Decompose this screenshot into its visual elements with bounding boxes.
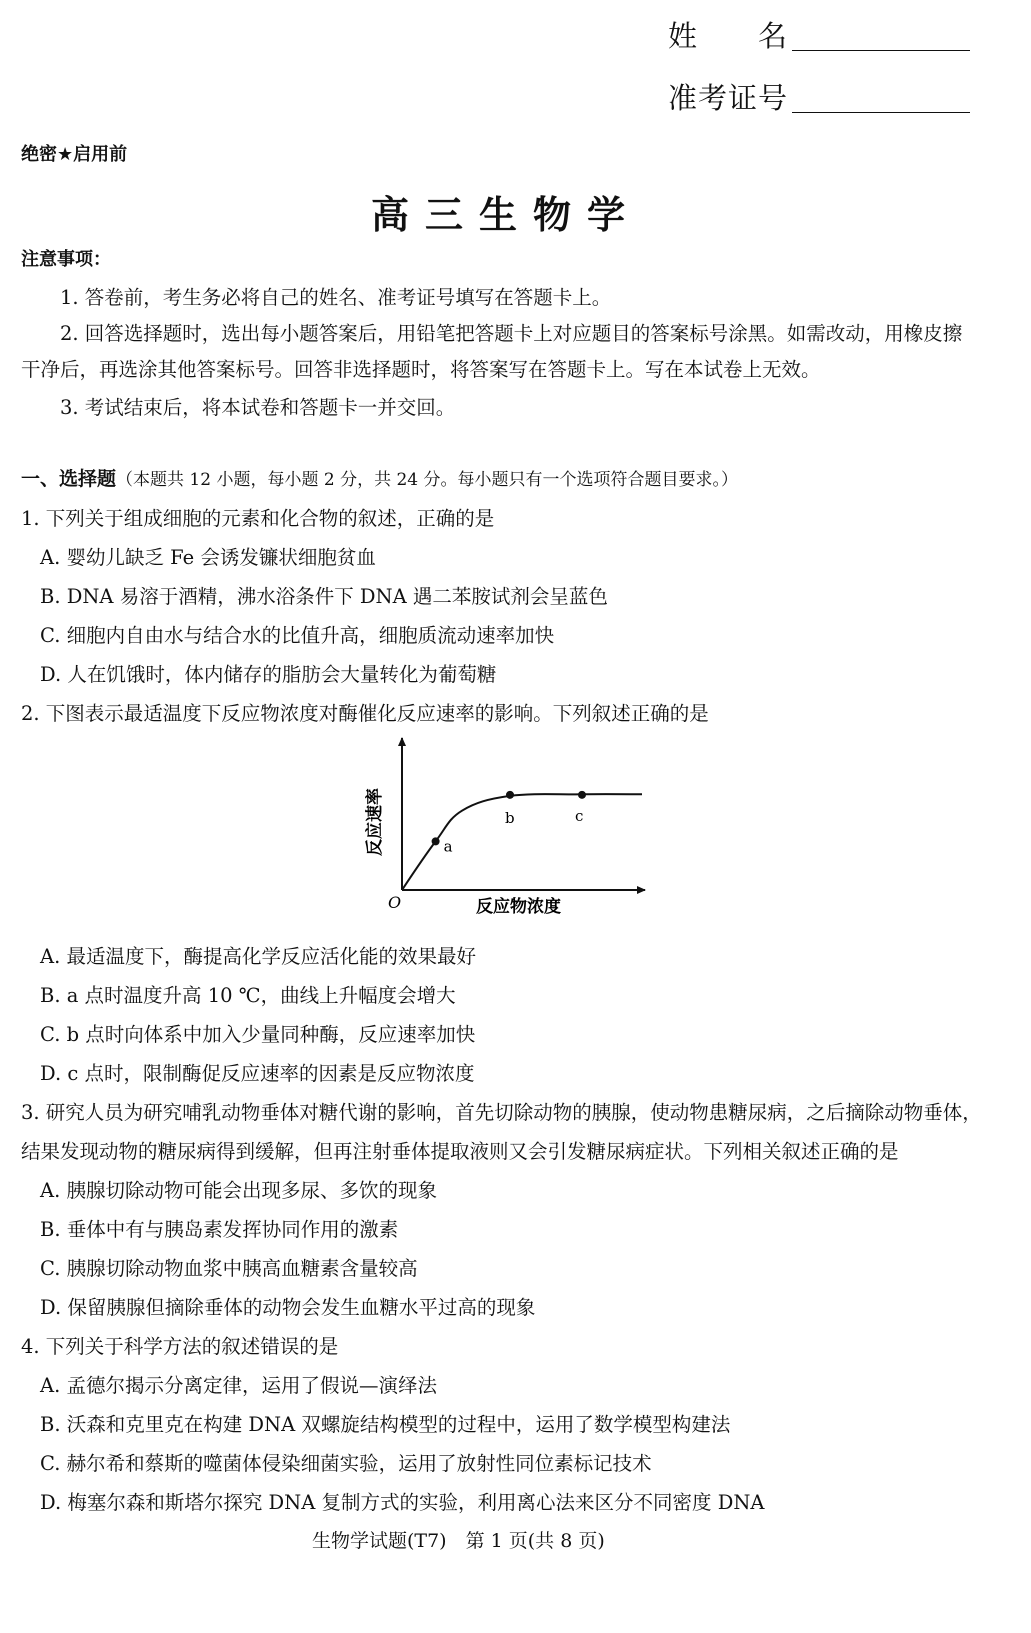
q1-option-d: D. 人在饥饿时，体内储存的脂肪会大量转化为葡萄糖 bbox=[40, 663, 497, 686]
point-label-b: b bbox=[505, 808, 515, 827]
name-blank bbox=[792, 50, 970, 51]
page-footer: 生物学试题(T7) 第 1 页(共 8 页) bbox=[312, 1530, 605, 1552]
y-axis-label: 反应速率 bbox=[365, 788, 385, 856]
q2-option-b: B. a 点时温度升高 10 ℃，曲线上升幅度会增大 bbox=[40, 984, 456, 1007]
q2-option-c: C. b 点时向体系中加入少量同种酶，反应速率加快 bbox=[40, 1023, 476, 1046]
notice-item-3: 3. 考试结束后，将本试卷和答题卡一并交回。 bbox=[60, 396, 456, 419]
notice-item-2-line-1: 2. 回答选择题时，选出每小题答案后，用铅笔把答题卡上对应题目的答案标号涂黑。如需改动，用橡皮擦 bbox=[60, 322, 963, 345]
q2-stem: 2. 下图表示最适温度下反应物浓度对酶催化反应速率的影响。下列叙述正确的是 bbox=[21, 702, 709, 725]
q3-stem-line-2: 结果发现动物的糖尿病得到缓解，但再注射垂体提取液则又会引发糖尿病症状。下列相关叙述正确的是 bbox=[21, 1140, 899, 1163]
q1-stem: 1. 下列关于组成细胞的元素和化合物的叙述，正确的是 bbox=[21, 507, 495, 530]
x-axis-label: 反应物浓度 bbox=[476, 897, 561, 917]
q3-option-c: C. 胰腺切除动物血浆中胰高血糖素含量较高 bbox=[40, 1257, 418, 1280]
name-label: 姓 名 bbox=[668, 19, 789, 53]
q3-option-d: D. 保留胰腺但摘除垂体的动物会发生血糖水平过高的现象 bbox=[40, 1296, 536, 1319]
secret-label: 绝密★启用前 bbox=[21, 144, 128, 165]
notice-heading: 注意事项： bbox=[21, 249, 111, 270]
q3-option-a: A. 胰腺切除动物可能会出现多尿、多饮的现象 bbox=[40, 1179, 437, 1202]
section-heading-title: 一、选择题 bbox=[21, 468, 117, 490]
origin-label: O bbox=[388, 893, 402, 912]
section-heading-desc: （本题共 12 小题，每小题 2 分，共 24 分。每小题只有一个选项符合题目要求。） bbox=[116, 470, 739, 490]
q3-stem-line-1: 3. 研究人员为研究哺乳动物垂体对糖代谢的影响，首先切除动物的胰腺，使动物患糖尿病，之后摘除动物垂体， bbox=[21, 1101, 982, 1124]
point-a bbox=[432, 837, 440, 845]
point-label-a: a bbox=[443, 837, 453, 856]
q4-option-b: B. 沃森和克里克在构建 DNA 双螺旋结构模型的过程中，运用了数学模型构建法 bbox=[40, 1413, 731, 1436]
exam-id-blank bbox=[792, 112, 970, 113]
section-heading bbox=[21, 464, 738, 491]
notice-item-1: 1. 答卷前，考生务必将自己的姓名、准考证号填写在答题卡上。 bbox=[60, 286, 612, 309]
point-label-c: c bbox=[575, 806, 584, 825]
q1-option-b: B. DNA 易溶于酒精，沸水浴条件下 DNA 遇二苯胺试剂会呈蓝色 bbox=[40, 585, 608, 608]
notice-item-2-line-2: 干净后，再选涂其他答案标号。回答非选择题时，将答案写在答题卡上。写在本试卷上无效。 bbox=[21, 358, 821, 381]
q4-stem: 4. 下列关于科学方法的叙述错误的是 bbox=[21, 1335, 339, 1358]
q1-option-c: C. 细胞内自由水与结合水的比值升高，细胞质流动速率加快 bbox=[40, 624, 555, 647]
point-c bbox=[578, 791, 586, 799]
exam-id-label: 准考证号 bbox=[668, 81, 789, 115]
q2-option-d: D. c 点时，限制酶促反应速率的因素是反应物浓度 bbox=[40, 1062, 475, 1085]
q4-option-a: A. 孟德尔揭示分离定律，运用了假说—演绎法 bbox=[40, 1374, 437, 1397]
q3-option-b: B. 垂体中有与胰岛素发挥协同作用的激素 bbox=[40, 1218, 399, 1241]
q4-option-c: C. 赫尔希和蔡斯的噬菌体侵染细菌实验，运用了放射性同位素标记技术 bbox=[40, 1452, 652, 1475]
page-title: 高三生物学 bbox=[371, 193, 642, 237]
q1-option-a: A. 婴幼儿缺乏 Fe 会诱发镰状细胞贫血 bbox=[40, 546, 376, 569]
q4-option-d: D. 梅塞尔森和斯塔尔探究 DNA 复制方式的实验，利用离心法来区分不同密度 DNA bbox=[40, 1491, 765, 1514]
reaction-rate-chart bbox=[340, 728, 670, 923]
point-b bbox=[506, 791, 514, 799]
q2-option-a: A. 最适温度下，酶提高化学反应活化能的效果最好 bbox=[40, 945, 476, 968]
